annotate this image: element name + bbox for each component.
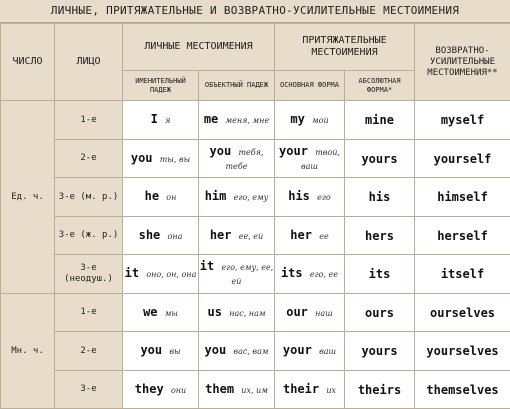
header-number: ЧИСЛО — [1, 24, 55, 101]
table-row — [1, 217, 510, 255]
table-row — [1, 255, 510, 294]
reflexive-cell: yourself — [415, 140, 510, 178]
person-cell: 3-е — [55, 371, 123, 409]
table-row — [1, 101, 510, 140]
person-cell: 3-е (неодуш.) — [55, 255, 123, 294]
absolute-cell: mine — [345, 101, 415, 140]
reflexive-cell: yourselves — [415, 332, 510, 371]
subject-cell: we мы — [123, 294, 199, 332]
subject-cell: they они — [123, 371, 199, 409]
possessive-cell: its его, ее — [275, 255, 345, 294]
possessive-cell: your твой, ваш — [275, 140, 345, 178]
header-nominative: ИМЕНИТЕЛЬНЫЙ ПАДЕЖ — [123, 71, 199, 101]
table-row — [1, 140, 510, 178]
absolute-cell: his — [345, 178, 415, 217]
possessive-cell: their их — [275, 371, 345, 409]
object-cell: him его, ему — [199, 178, 275, 217]
absolute-cell: yours — [345, 332, 415, 371]
reflexive-cell: ourselves — [415, 294, 510, 332]
absolute-cell: hers — [345, 217, 415, 255]
header-absolute: АБСОЛЮТНАЯ ФОРМА* — [345, 71, 415, 101]
absolute-cell: theirs — [345, 371, 415, 409]
reflexive-cell: itself — [415, 255, 510, 294]
header-objective: ОБЪЕКТНЫЙ ПАДЕЖ — [199, 71, 275, 101]
object-cell: us нас, нам — [199, 294, 275, 332]
table-row — [1, 294, 510, 332]
header-basic: ОСНОВНАЯ ФОРМА — [275, 71, 345, 101]
person-cell: 1-е — [55, 294, 123, 332]
person-cell: 2-е — [55, 140, 123, 178]
absolute-cell: yours — [345, 140, 415, 178]
object-cell: you тебя, тебе — [199, 140, 275, 178]
group-singular: Ед. ч. — [1, 101, 55, 294]
possessive-cell: my мой — [275, 101, 345, 140]
header-possessive: ПРИТЯЖАТЕЛЬНЫЕ МЕСТОИМЕНИЯ — [275, 24, 415, 71]
reflexive-cell: himself — [415, 178, 510, 217]
person-cell: 3-е (ж. р.) — [55, 217, 123, 255]
possessive-cell: your ваш — [275, 332, 345, 371]
pronoun-table — [0, 23, 510, 409]
group-plural: Мн. ч. — [1, 294, 55, 409]
absolute-cell: ours — [345, 294, 415, 332]
header-personal: ЛИЧНЫЕ МЕСТОИМЕНИЯ — [123, 24, 275, 71]
subject-cell: he он — [123, 178, 199, 217]
reflexive-cell: herself — [415, 217, 510, 255]
person-cell: 3-е (м. р.) — [55, 178, 123, 217]
subject-cell: you вы — [123, 332, 199, 371]
object-cell: her ее, ей — [199, 217, 275, 255]
subject-cell: she она — [123, 217, 199, 255]
subject-cell: you ты, вы — [123, 140, 199, 178]
header-person: ЛИЦО — [55, 24, 123, 101]
table-row — [1, 332, 510, 371]
table-row — [1, 178, 510, 217]
header-reflexive: ВОЗВРАТНО-УСИЛИТЕЛЬНЫЕ МЕСТОИМЕНИЯ** — [415, 24, 510, 101]
page-title: ЛИЧНЫЕ, ПРИТЯЖАТЕЛЬНЫЕ И ВОЗВРАТНО-УСИЛИТЕЛЬНЫЕ МЕСТОИМЕНИЯ — [0, 0, 510, 23]
table-row — [1, 371, 510, 409]
subject-cell: it оно, он, она — [123, 255, 199, 294]
object-cell: you вас, вам — [199, 332, 275, 371]
possessive-cell: our наш — [275, 294, 345, 332]
person-cell: 2-е — [55, 332, 123, 371]
absolute-cell: its — [345, 255, 415, 294]
reflexive-cell: themselves — [415, 371, 510, 409]
possessive-cell: her ее — [275, 217, 345, 255]
object-cell: it его, ему, ее, ей — [199, 255, 275, 294]
reflexive-cell: myself — [415, 101, 510, 140]
person-cell: 1-е — [55, 101, 123, 140]
subject-cell: I я — [123, 101, 199, 140]
possessive-cell: his его — [275, 178, 345, 217]
object-cell: them их, им — [199, 371, 275, 409]
object-cell: me меня, мне — [199, 101, 275, 140]
